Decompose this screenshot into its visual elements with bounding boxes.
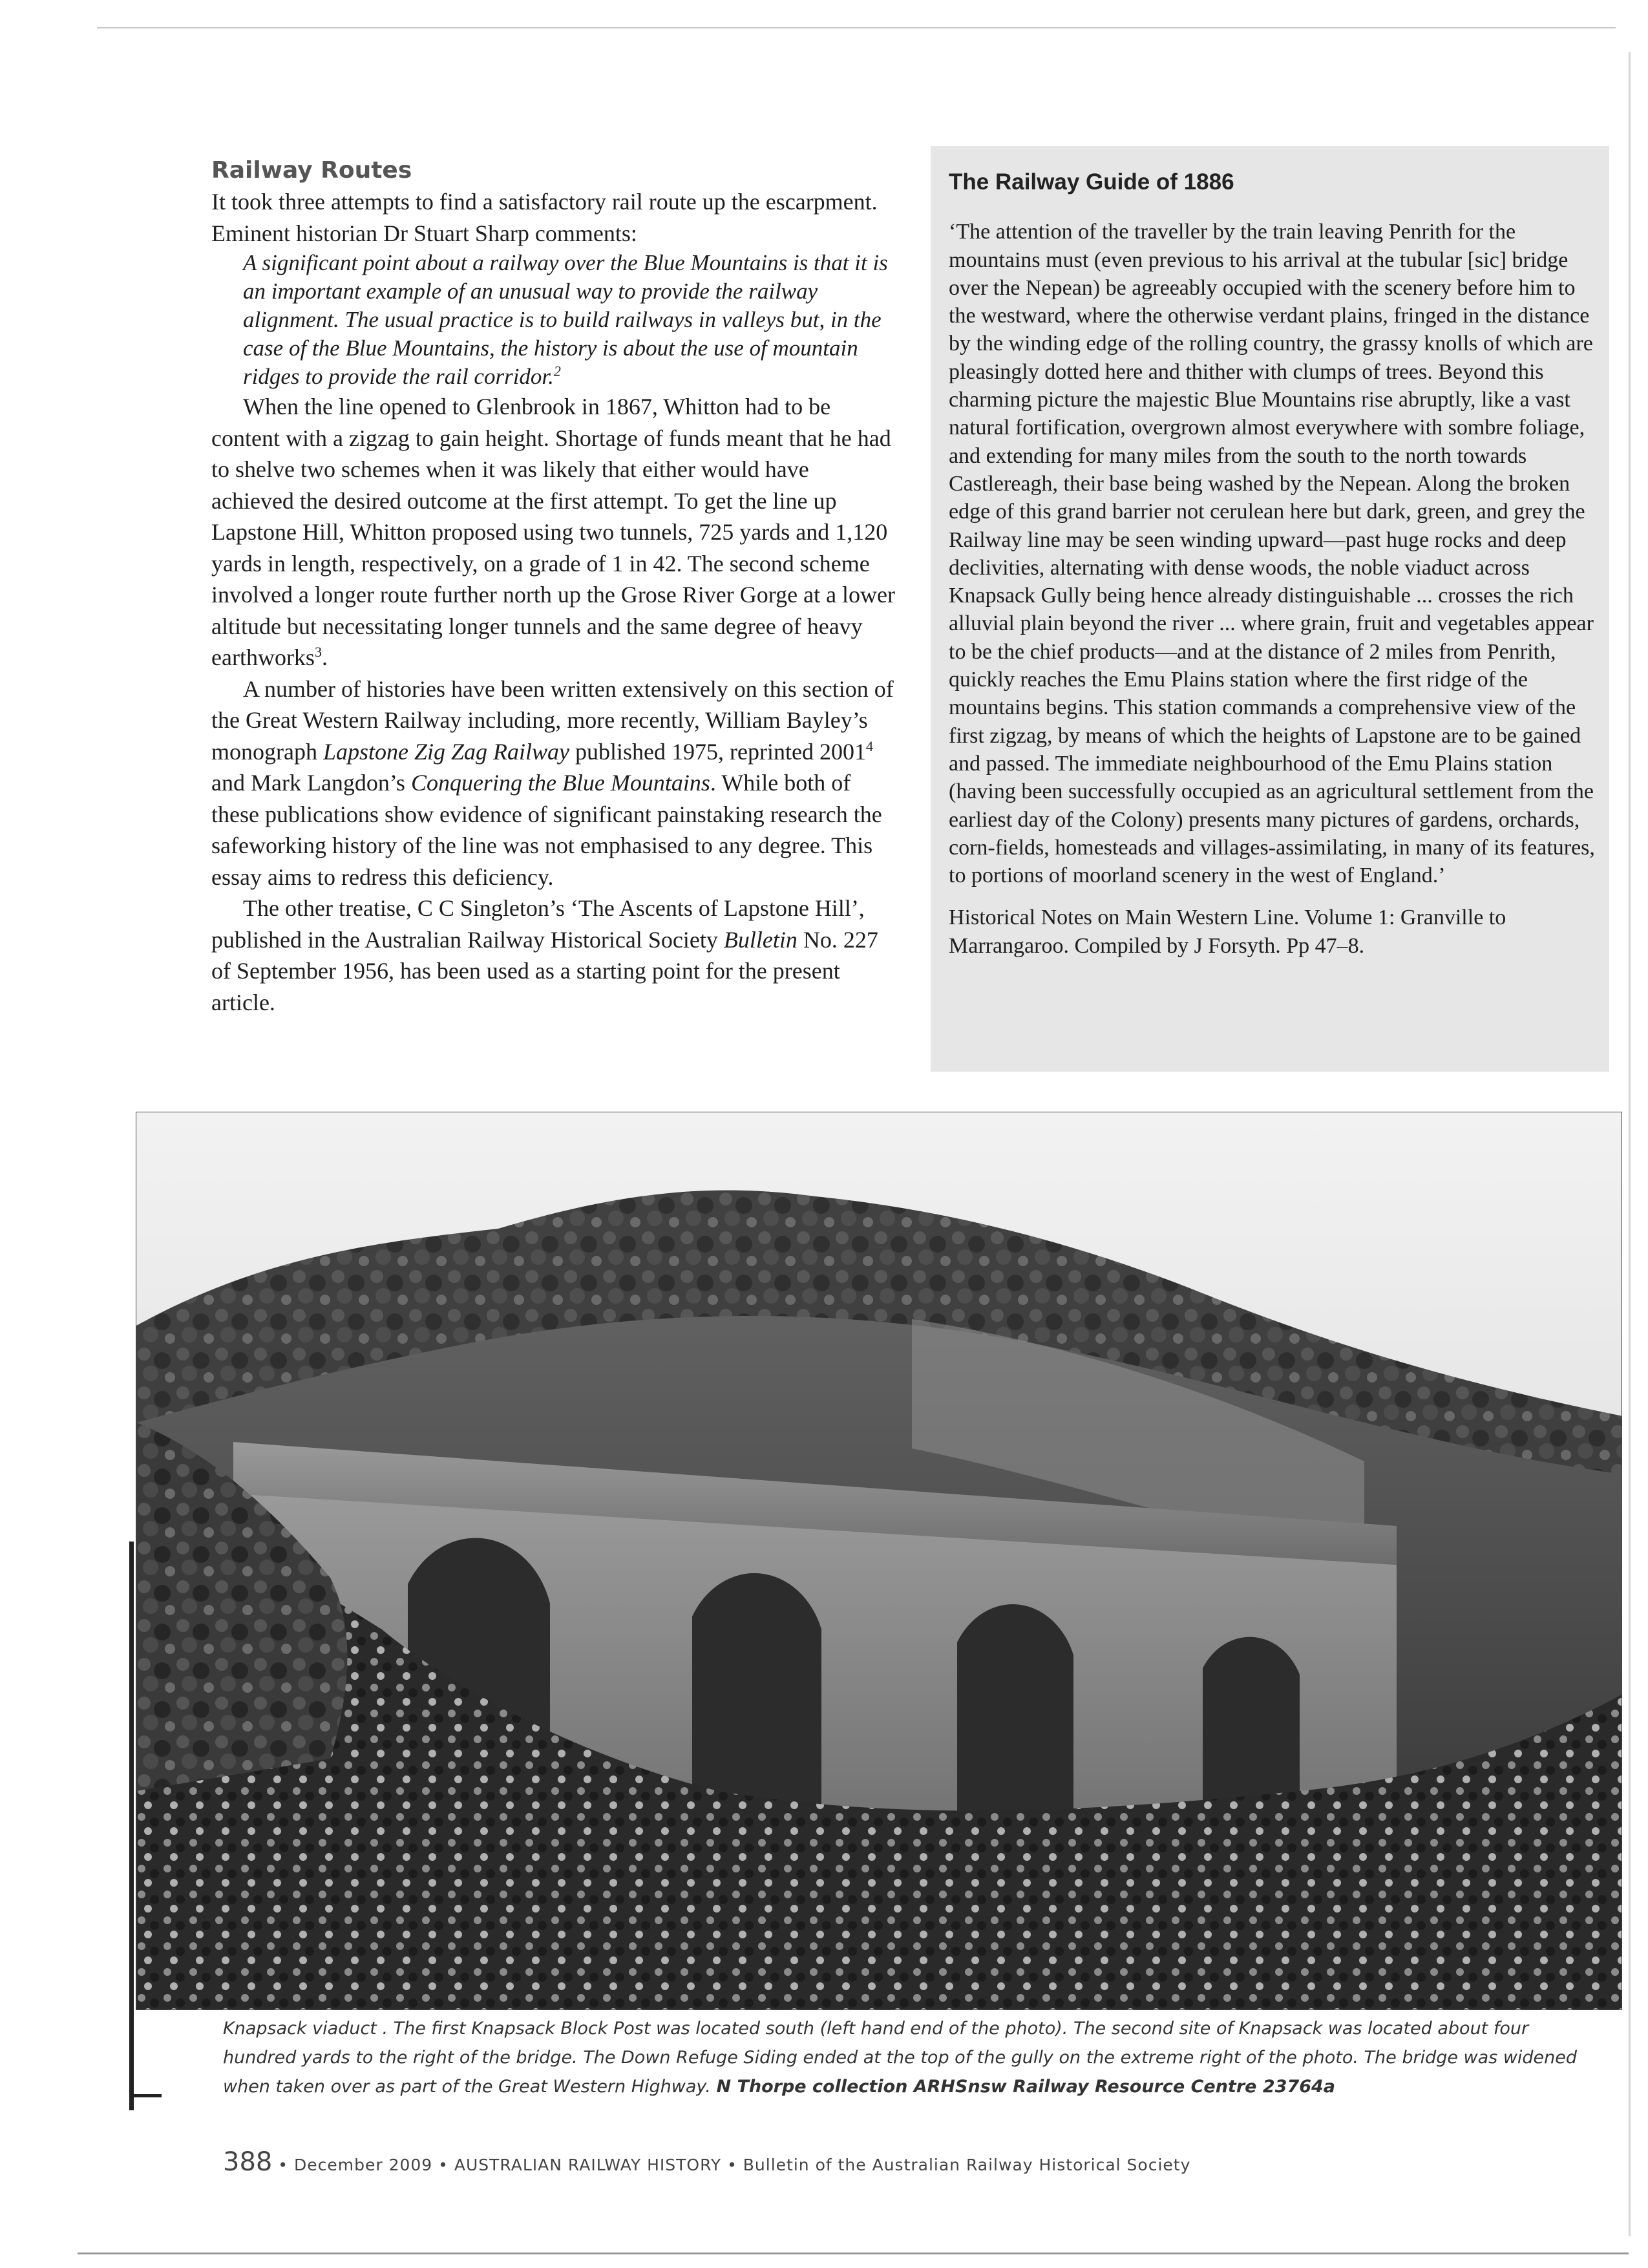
bulletin-title: Bulletin xyxy=(723,926,798,953)
section-heading: Railway Routes xyxy=(211,157,412,184)
sidebar-title: The Railway Guide of 1886 xyxy=(949,169,1234,195)
scan-edge-left xyxy=(129,1542,134,2110)
book-title-conquering: Conquering the Blue Mountains xyxy=(410,770,710,796)
intro-paragraph: It took three attempts to find a satisfactory rail route up the escarpment. Eminent historian Dr Stuart Sharp comments: xyxy=(211,189,878,246)
paragraph-histories-d: . While both of these publications show evidence of significant painstaking research the safeworking history of the line was not emphasised to any degree. This essay aims to redress this deficiency. xyxy=(211,770,882,890)
page-footer xyxy=(223,2147,1322,2177)
paragraph-histories-c: and Mark Langdon’s xyxy=(211,770,411,796)
main-article-column xyxy=(211,155,896,1018)
quote-text: A significant point about a railway over the Blue Mountains is that it is an important example of an unusual way to provide the railway alignment. The usual practice is to build railways in valleys but, in the case of the Blue Mountains, the history is about the use of mountain ridges to provide the rail corridor. xyxy=(243,250,888,389)
paragraph-histories xyxy=(211,673,896,893)
scan-edge-bottom xyxy=(78,2252,1629,2254)
footnote-ref-4: 4 xyxy=(865,737,873,754)
paragraph-glenbrook-text: When the line opened to Glenbrook in 1867, Whitton had to be content with a zigzag to gain height. Shortage of funds meant that he had to shelve two schemes when it was likely that either would have achieved the desired outcome at the first attempt. To get the line up Lapstone Hill, Whitton proposed using two tunnels, 725 yards and 1,120 yards in length, respectively, on a grade of 1 in 42. The second scheme involved a longer route further north up the Grose River Gorge at a lower altitude but necessitating longer tunnels and the same degree of heavy earthworks xyxy=(211,394,896,670)
page-number: 388 xyxy=(223,2147,273,2177)
footer-text: • December 2009 • AUSTRALIAN RAILWAY HISTORY • Bulletin of the Australian Railway Historical Society xyxy=(272,2156,1191,2174)
paragraph-treatise xyxy=(211,893,896,1018)
scan-edge-top xyxy=(97,27,1616,28)
sidebar-source: Historical Notes on Main Western Line. Volume 1: Granville to Marrangaroo. Compiled by J Forsyth. Pp 47–8. xyxy=(949,906,1506,958)
paragraph-histories-a: A number of histories have been written extensively on this section of the Great Western Railway including, more recently, William Bayley’s monograph xyxy=(211,675,894,765)
scan-edge-right xyxy=(1629,52,1631,2236)
knapsack-viaduct-photo xyxy=(136,1112,1622,2010)
quote-footnote-ref: 2 xyxy=(553,363,561,379)
sidebar-quote-text: ‘The attention of the traveller by the train leaving Penrith for the mountains must (even previous to his arrival at the tubular [sic] bridge over the Nepean) be agreeably occupied with the scenery before him to the westward, where the otherwise verdant plains, fringed in the distance by the winding edge of the rolling country, the grassy knolls of which are pleasingly dotted here and thither with clumps of trees. Beyond this charming picture the majestic Blue Mountains rise abruptly, like a vast natural fortification, overgrown almost everywhere with sombre foliage, and extending for many miles from the south to the north towards Castlereagh, their base being washed by the Nepean. Along the broken edge of this grand barrier not cerulean here but dark, green, and grey the Railway line may be seen winding upward—past huge rocks and deep declivities, alternating with dense woods, the noble viaduct across Knapsack Gully being hence already distinguishable ... crosses the rich alluvial plain beyond the river ... where grain, fruit and vegetables appear to be the chief products—and at the distance of 2 miles from Penrith, quickly reaches the Emu Plains station where the first ridge of the mountains begins. This station commands a comprehensive view of the first zigzag, by means of which the heights of Lapstone are to be gained and passed. The immediate neighbourhood of the Emu Plains station (having been successfully occupied as an agricultural settlement from the earliest day of the Colony) presents many pictures of gardens, orchards, corn-fields, homesteads and villages-assimilating, in many of its features, to portions of moorland scenery in the west of England.’ xyxy=(949,220,1595,888)
paragraph-histories-b: published 1975, reprinted 2001 xyxy=(569,738,866,765)
scan-edge-left-tick xyxy=(129,2094,162,2097)
photo-credit: N Thorpe collection ARHSnsw Railway Resource Centre 23764a xyxy=(716,2077,1336,2097)
paragraph-treatise-a: The other treatise, C C Singleton’s ‘The Ascents of Lapstone Hill’, published in the Australian Railway Historical Society xyxy=(211,895,865,953)
railway-guide-sidebar xyxy=(931,146,1609,1072)
paragraph-glenbrook xyxy=(211,391,896,673)
block-quote xyxy=(211,249,896,391)
paragraph-glenbrook-end: . xyxy=(321,644,328,670)
footnote-ref-3: 3 xyxy=(314,644,322,660)
paragraph-treatise-b: No. 227 of September 1956, has been used as a starting point for the present article. xyxy=(211,926,878,1015)
photo-caption xyxy=(223,2014,1606,2101)
book-title-lapstone: Lapstone Zig Zag Railway xyxy=(322,738,570,765)
caption-text: Knapsack viaduct . The first Knapsack Block Post was located south (left hand end of the photo). The second site of Knapsack was located about four hundred yards to the right of the bridge. The Down Refuge Siding ended at the top of the gully on the extreme right of the photo. The bridge was widened when taken over as part of the Great Western Highway. xyxy=(223,2019,1578,2097)
